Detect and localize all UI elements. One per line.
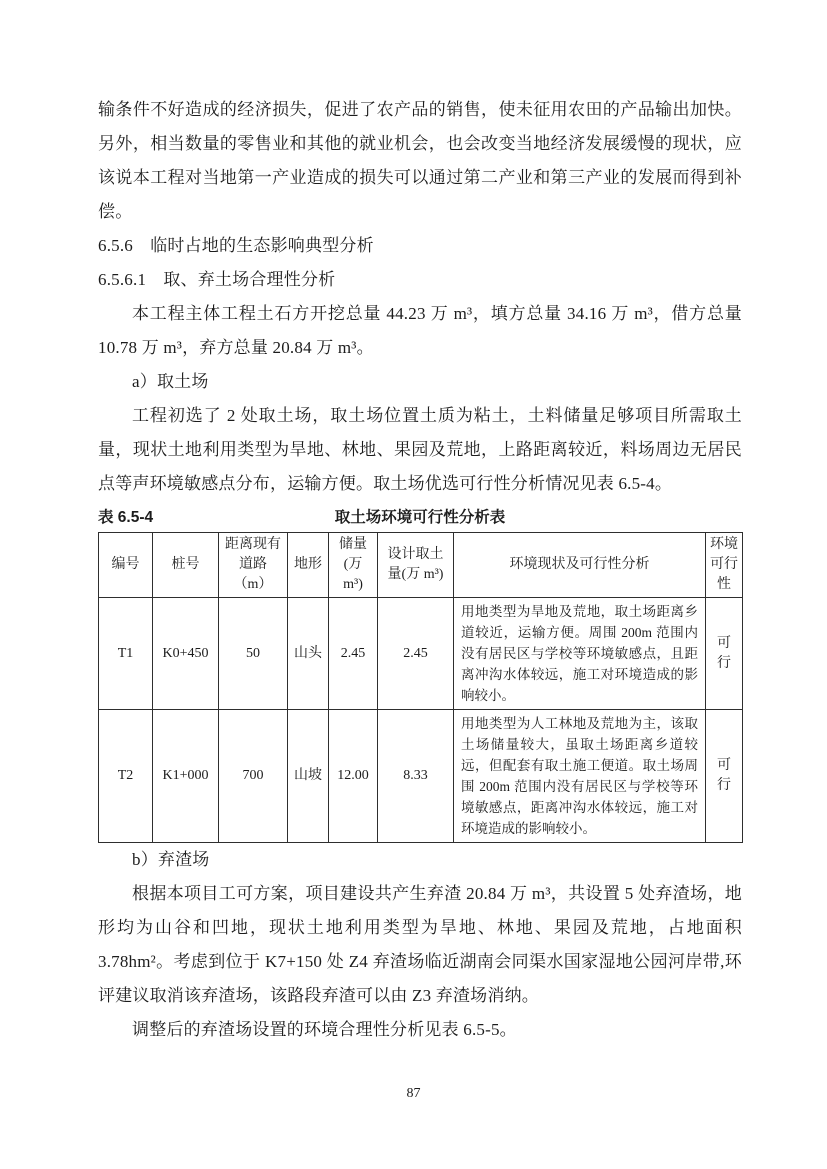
page-content [98,93,742,1047]
table-row-t2 [99,710,743,843]
paragraph-adjusted-analysis: 调整后的弃渣场设置的环境合理性分析见表 6.5-5。 [132,1020,517,1039]
table-caption-title: 取土场环境可行性分析表 [334,509,506,526]
table-caption [98,504,742,531]
cell-reserve: 12.00 [329,710,378,843]
table-row-t1 [99,598,743,710]
cell-distance: 700 [219,710,288,843]
column-header-terrain: 地形 [288,533,329,598]
cell-distance: 50 [219,598,288,710]
cell-analysis: 用地类型为旱地及荒地，取土场距离乡道较近，运输方便。周围 200m 范围内没有居民区与学校等环境敏感点，且距离冲沟水体较远，施工对环境造成的影响较小。 [454,598,706,710]
cell-terrain: 山头 [288,598,329,710]
table-header-row [99,533,743,598]
paragraph-spoil-site: 根据本项目工可方案，项目建设共产生弃渣 20.84 万 m³，共设置 5 处弃渣场，地形均为山谷和凹地，现状土地利用类型为旱地、林地、果园及荒地，占地面积 3.78hm²。考虑到位于 K7+150 处 Z4 弃渣场临近湖南会同渠水国家湿地公园河岸带,环评建议取消该弃渣场，该路段弃渣可以由 Z3 弃渣场消纳。 [98,884,742,1005]
page-number: 87 [406,1086,421,1101]
borrow-site-feasibility-table [98,532,743,843]
cell-feasibility: 可行 [706,598,743,710]
heading-6-5-6: 6.5.6 临时占地的生态影响典型分析 [98,236,374,255]
cell-stake: K0+450 [153,598,219,710]
cell-stake: K1+000 [153,710,219,843]
list-item-b-spoil-site: b）弃渣场 [132,850,210,869]
column-header-design-amount: 设计取土量(万 m³) [378,533,454,598]
list-item-a-borrow-site: a）取土场 [132,372,209,391]
column-header-distance: 距离现有道路（m） [219,533,288,598]
cell-terrain: 山坡 [288,710,329,843]
column-header-analysis: 环境现状及可行性分析 [454,533,706,598]
cell-design-amount: 8.33 [378,710,454,843]
cell-id: T1 [99,598,153,710]
paragraph-borrow-site: 工程初选了 2 处取土场，取土场位置土质为粘土，土料储量足够项目所需取土量，现状土地利用类型为旱地、林地、果园及荒地，上路距离较近，料场周边无居民点等声环境敏感点分布，运输方便。取土场优选可行性分析情况见表 6.5-4。 [98,406,742,493]
column-header-stake: 桩号 [153,533,219,598]
column-header-reserve: 储量(万 m³) [329,533,378,598]
cell-analysis: 用地类型为人工林地及荒地为主，该取土场储量较大，虽取土场距离乡道较远，但配套有取土施工便道。取土场周围 200m 范围内没有居民区与学校等环境敏感点，距离冲沟水体较远，施工对环境造成的影响较小。 [454,710,706,843]
paragraph-continuation: 输条件不好造成的经济损失，促进了农产品的销售，使未征用农田的产品输出加快。另外，相当数量的零售业和其他的就业机会，也会改变当地经济发展缓慢的现状，应该说本工程对当地第一产业造成的损失可以通过第二产业和第三产业的发展而得到补偿。 [98,100,742,221]
paragraph-earthwork-totals: 本工程主体工程土石方开挖总量 44.23 万 m³，填方总量 34.16 万 m³，借方总量 10.78 万 m³，弃方总量 20.84 万 m³。 [98,304,742,357]
cell-reserve: 2.45 [329,598,378,710]
table-caption-number: 表 6.5-4 [98,509,154,526]
column-header-id: 编号 [99,533,153,598]
cell-feasibility: 可行 [706,710,743,843]
cell-id: T2 [99,710,153,843]
column-header-feasibility: 环境可行性 [706,533,743,598]
heading-6-5-6-1: 6.5.6.1 取、弃土场合理性分析 [98,270,336,289]
cell-design-amount: 2.45 [378,598,454,710]
